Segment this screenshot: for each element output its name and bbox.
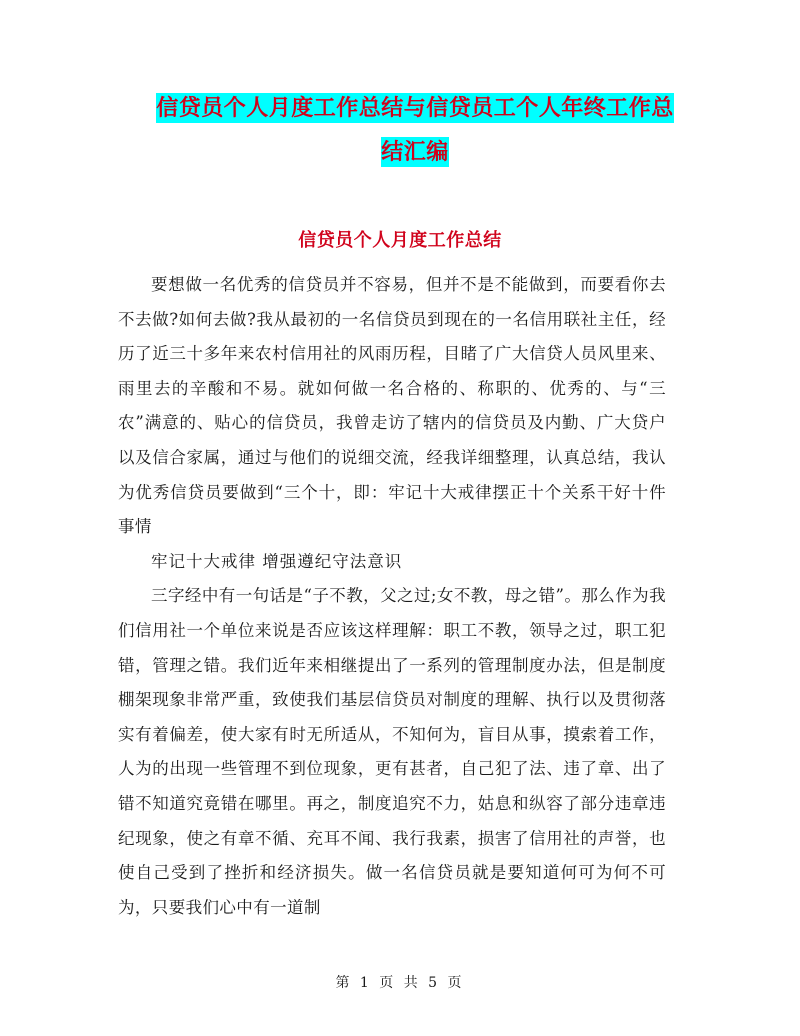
section-heading: 信贷员个人月度工作总结	[298, 230, 502, 251]
body-paragraph-rules: 三字经中有一句话是“子不教，父之过;女不教，母之错”。那么作为我们信用社一个单位来说是否应该这样理解：职工不教，领导之过，职工犯错，管理之错。我们近年来相继提出了一系列的管理制度办法，但是制度棚架现象非常严重，致使我们基层信贷员对制度的理解、执行以及贯彻落实有着偏差，使大家有时无所适从，不知何为，盲目从事，摸索着工作，人为的出现一些管理不到位现象，更有甚者，自己犯了法、违了章、出了错不知道究竟错在哪里。再之，制度追究不力，姑息和纵容了部分违章违纪现象，使之有章不循、充耳不闻、我行我素，损害了信用社的声誉，也使自己受到了挫折和经济损失。做一名信贷员就是要知道何可为何不可为，只要我们心中有一道制	[118, 586, 666, 917]
document-body	[118, 268, 666, 925]
page-footer: 第 1 页 共 5 页	[335, 975, 465, 991]
body-subheading: 牢记十大戒律 增强遵纪守法意识	[151, 551, 403, 571]
document-title-text: 信贷员个人月度工作总结与信贷员工个人年终工作总结汇编	[156, 95, 674, 165]
body-paragraph-intro: 要想做一名优秀的信贷员并不容易，但并不是不能做到，而要看你去不去做?如何去做?我从最初的一名信贷员到现在的一名信用联社主任，经历了近三十多年来农村信用社的风雨历程，目睹了广大信贷人员风里来、雨里去的辛酸和不易。就如何做一名合格的、称职的、优秀的、与“三农”满意的、贴心的信贷员，我曾走访了辖内的信贷员及内勤、广大贷户以及信合家属，通过与他们的说细交流，经我详细整理，认真总结，我认为优秀信贷员要做到“三个十，即：牢记十大戒律摆正十个关系干好十件事情	[118, 275, 666, 537]
document-title	[150, 86, 680, 174]
